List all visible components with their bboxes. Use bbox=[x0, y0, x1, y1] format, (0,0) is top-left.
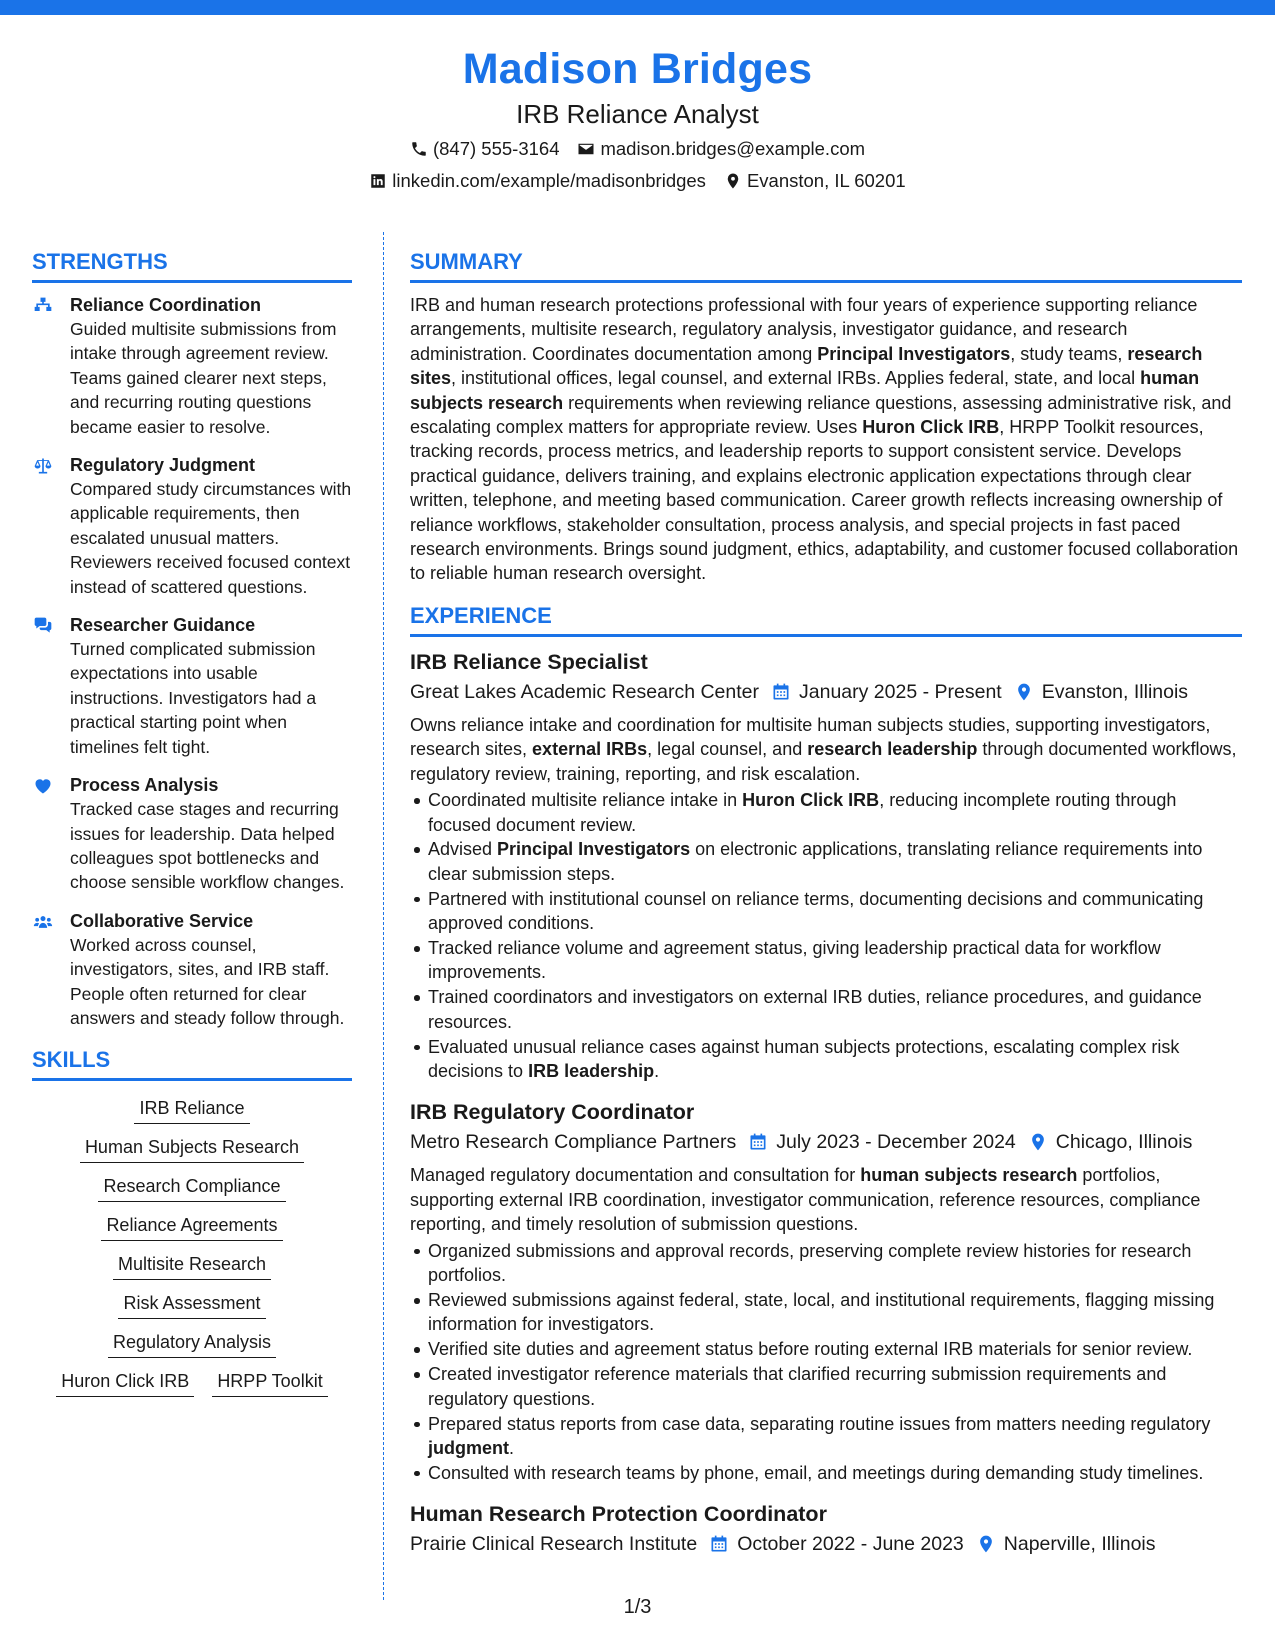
skill-row bbox=[32, 1095, 352, 1124]
strength-title: Researcher Guidance bbox=[70, 615, 256, 636]
users-icon bbox=[32, 909, 58, 1031]
phone-icon bbox=[410, 140, 428, 158]
text-run: Managed regulatory documentation and consultation for bbox=[410, 1165, 861, 1186]
location-text: Evanston, Illinois bbox=[1041, 680, 1189, 703]
job-title: Human Research Protection Coordinator bbox=[410, 1502, 827, 1527]
job-entry bbox=[410, 1499, 1242, 1559]
strength-body bbox=[70, 453, 352, 599]
jobs-list bbox=[410, 647, 1242, 1559]
company-name: Prairie Clinical Research Institute bbox=[410, 1533, 698, 1556]
text-run: Partnered with institutional counsel on reliance terms, documenting decisions and communicating approved conditions. bbox=[428, 888, 1204, 934]
linkedin-contact[interactable] bbox=[369, 166, 706, 196]
bold-phrase: external IRBs bbox=[532, 739, 648, 760]
bullet-item bbox=[410, 788, 1242, 837]
text-run: , institutional offices, legal counsel, and external IRBs. Applies federal, state, and local bbox=[451, 368, 1141, 389]
text-run: , HRPP Toolkit resources, tracking records, process metrics, and leadership reports to support consistent service. Develops practical guidance, delivers training, and explains electronic application expectations through clear written, telephone, and meeting based communication. Career growth reflects increasing ownership of reliance workflows, stakeholder consultation, process analysis, and special projects in fast paced research environments. Brings sound judgment, ethics, adaptability, and customer focused collaboration to reliable human research oversight. bbox=[410, 417, 1239, 584]
job-bullets bbox=[410, 1239, 1242, 1486]
bullet-item bbox=[410, 1035, 1242, 1084]
text-run: portfolios, supporting external IRB coordination, investigator communication, reference resources, compliance reporting, and timely resolution of submission questions. bbox=[410, 1165, 1201, 1235]
job-entry bbox=[410, 647, 1242, 1084]
strength-description: Compared study circumstances with applicable requirements, then escalated unusual matters. Reviewers received focused context instead of scattered questions. bbox=[70, 479, 352, 597]
summary-heading: SUMMARY bbox=[410, 246, 1242, 283]
candidate-name: Madison Bridges bbox=[462, 45, 813, 93]
bullet-item bbox=[410, 936, 1242, 985]
skill-tag: Human Subjects Research bbox=[80, 1134, 304, 1163]
bold-phrase: research sites bbox=[410, 343, 1203, 389]
job-dates bbox=[771, 677, 1002, 707]
skill-row bbox=[32, 1251, 352, 1280]
bullet-item bbox=[410, 1239, 1242, 1288]
job-bullets bbox=[410, 788, 1242, 1083]
text-run: Trained coordinators and investigators on external IRB duties, reliance procedures, and guidance resources. bbox=[428, 987, 1202, 1032]
skill-tag: Multisite Research bbox=[113, 1251, 271, 1280]
strength-body bbox=[70, 773, 352, 895]
skill-tag: Regulatory Analysis bbox=[108, 1329, 276, 1358]
strength-item bbox=[32, 909, 352, 1031]
bold-phrase: judgment bbox=[428, 1437, 509, 1458]
strength-title: Regulatory Judgment bbox=[70, 455, 256, 476]
bullet-item bbox=[410, 1288, 1242, 1337]
job-title: IRB Regulatory Coordinator bbox=[410, 1100, 695, 1125]
location-text: Evanston, IL 60201 bbox=[746, 170, 906, 191]
text-run: Consulted with research teams by phone, email, and meetings during demanding study timelines. bbox=[428, 1462, 1204, 1483]
bullet-item bbox=[410, 1461, 1242, 1485]
job-meta bbox=[410, 1529, 1242, 1559]
bold-phrase: Principal Investigators bbox=[497, 839, 691, 860]
dates-text: July 2023 - December 2024 bbox=[776, 1131, 1016, 1154]
job-description bbox=[410, 713, 1242, 786]
job-meta bbox=[410, 677, 1242, 707]
strength-title: Reliance Coordination bbox=[70, 295, 262, 315]
job-entry bbox=[410, 1097, 1242, 1485]
candidate-title: IRB Reliance Analyst bbox=[516, 99, 759, 129]
strength-description: Tracked case stages and recurring issues for leadership. Data helped colleagues spot bottlenecks and choose sensible workflow changes. bbox=[70, 799, 345, 893]
strengths-heading: STRENGTHS bbox=[32, 246, 352, 283]
map-pin-icon bbox=[1014, 682, 1034, 702]
bold-phrase: Huron Click IRB bbox=[862, 417, 1000, 438]
company-name: Metro Research Compliance Partners bbox=[410, 1131, 737, 1154]
strengths-list bbox=[32, 293, 352, 1030]
text-run: , legal counsel, and bbox=[647, 739, 808, 760]
skill-row bbox=[32, 1368, 352, 1397]
bullet-item bbox=[410, 837, 1242, 886]
dates-text: January 2025 - Present bbox=[799, 680, 1002, 703]
bold-phrase: IRB leadership bbox=[528, 1061, 655, 1082]
linkedin-icon bbox=[369, 172, 387, 190]
text-run: on electronic applications, translating reliance requirements into clear submission steps. bbox=[428, 839, 1203, 884]
left-column bbox=[32, 246, 352, 1401]
skills-list bbox=[32, 1091, 352, 1401]
envelope-icon bbox=[577, 140, 595, 158]
text-run: Coordinated multisite reliance intake in bbox=[428, 790, 743, 811]
skill-row bbox=[32, 1329, 352, 1358]
text-run: Owns reliance intake and coordination for multisite human subjects studies, supporting investigators, research sites, bbox=[410, 714, 1211, 760]
strength-description: Turned complicated submission expectations into usable instructions. Investigators had a practical starting point when timelines felt tight. bbox=[70, 639, 317, 757]
balance-scale-icon bbox=[32, 453, 58, 599]
bullet-item bbox=[410, 1362, 1242, 1411]
skill-tag: HRPP Toolkit bbox=[212, 1368, 327, 1397]
email-contact[interactable] bbox=[577, 134, 865, 164]
calendar-icon bbox=[748, 1132, 768, 1152]
strength-title: Collaborative Service bbox=[70, 910, 254, 931]
top-accent-bar bbox=[0, 0, 1275, 15]
skill-row bbox=[32, 1173, 352, 1202]
sitemap-icon bbox=[32, 293, 58, 439]
location-text: Chicago, Illinois bbox=[1055, 1131, 1193, 1154]
bold-phrase: Huron Click IRB bbox=[742, 790, 880, 811]
text-run: Prepared status reports from case data, separating routine issues from matters needing regulatory bbox=[428, 1413, 1211, 1434]
strength-description: Worked across counsel, investigators, sites, and IRB staff. People often returned for clear answers and steady follow through. bbox=[70, 934, 345, 1028]
text-run: Verified site duties and agreement status before routing external IRB materials for senior review. bbox=[428, 1339, 1193, 1360]
skill-row bbox=[32, 1212, 352, 1241]
job-description bbox=[410, 1163, 1242, 1236]
location-text: Naperville, Illinois bbox=[1003, 1533, 1156, 1556]
calendar-icon bbox=[709, 1534, 729, 1554]
dates-text: October 2022 - June 2023 bbox=[737, 1533, 964, 1556]
strength-item bbox=[32, 293, 352, 439]
strength-body bbox=[70, 613, 352, 759]
bold-phrase: research leadership bbox=[807, 739, 978, 760]
skill-tag: IRB Reliance bbox=[134, 1095, 249, 1124]
strength-body bbox=[70, 909, 352, 1031]
bold-phrase: human subjects research bbox=[410, 368, 1200, 413]
strength-title: Process Analysis bbox=[70, 775, 219, 796]
map-pin-icon bbox=[1028, 1132, 1048, 1152]
company-name: Great Lakes Academic Research Center bbox=[410, 680, 760, 703]
text-run: through documented workflows, regulatory review, training, reporting, and risk escalation. bbox=[410, 739, 1237, 784]
text-run: IRB and human research protections professional with four years of experience supporting reliance arrangements, multisite research, regulatory analysis, investigator guidance, and research administration. Coordinates documentation among bbox=[410, 295, 1198, 364]
comments-icon bbox=[32, 613, 58, 759]
contact-row-2 bbox=[0, 166, 1275, 196]
skill-tag: Huron Click IRB bbox=[56, 1368, 194, 1397]
job-dates bbox=[748, 1127, 1016, 1157]
bullet-item bbox=[410, 985, 1242, 1034]
contact-row-1 bbox=[0, 134, 1275, 164]
job-meta bbox=[410, 1127, 1242, 1157]
right-column bbox=[410, 246, 1242, 1573]
text-run: , reducing incomplete routing through focused document review. bbox=[428, 790, 1177, 835]
heart-icon bbox=[32, 773, 58, 895]
bold-phrase: Principal Investigators bbox=[817, 343, 1011, 364]
skill-row bbox=[32, 1134, 352, 1163]
text-run: requirements when reviewing reliance questions, assessing administrative risk, and escalating complex matters for appropriate review. Uses bbox=[410, 392, 1232, 438]
resume-header bbox=[0, 40, 1275, 196]
bullet-item bbox=[410, 1337, 1242, 1361]
text-run: Advised bbox=[428, 839, 498, 860]
skill-row bbox=[32, 1290, 352, 1319]
job-location bbox=[1028, 1127, 1193, 1157]
summary-text bbox=[410, 293, 1242, 586]
skill-tag: Risk Assessment bbox=[118, 1290, 265, 1319]
text-run: Organized submissions and approval records, preserving complete review histories for research portfolios. bbox=[428, 1240, 1192, 1286]
experience-heading: EXPERIENCE bbox=[410, 600, 1242, 637]
map-pin-icon bbox=[976, 1534, 996, 1554]
text-run: Evaluated unusual reliance cases against human subjects protections, escalating complex risk decisions to bbox=[428, 1036, 1180, 1082]
job-dates bbox=[709, 1529, 964, 1559]
text-run: , study teams, bbox=[1010, 343, 1128, 364]
strength-body bbox=[70, 293, 352, 439]
bullet-item bbox=[410, 887, 1242, 936]
phone-contact[interactable] bbox=[410, 134, 560, 164]
phone-text: (847) 555-3164 bbox=[432, 138, 560, 159]
linkedin-text: linkedin.com/example/madisonbridges bbox=[392, 170, 706, 191]
location-contact bbox=[724, 166, 906, 196]
job-location bbox=[976, 1529, 1156, 1559]
skill-tag: Reliance Agreements bbox=[101, 1212, 282, 1241]
page-number: 1/3 bbox=[623, 1596, 652, 1618]
strength-description: Guided multisite submissions from intake through agreement review. Teams gained clearer next steps, and recurring routing questions became easier to resolve. bbox=[70, 319, 337, 437]
text-run: . bbox=[654, 1061, 660, 1082]
calendar-icon bbox=[771, 682, 791, 702]
text-run: . bbox=[509, 1437, 515, 1458]
job-title: IRB Reliance Specialist bbox=[410, 649, 648, 674]
text-run: Reviewed submissions against federal, state, local, and institutional requirements, flagging missing information for investigators. bbox=[428, 1290, 1215, 1335]
strength-item bbox=[32, 773, 352, 895]
strength-item bbox=[32, 453, 352, 599]
skill-tag: Research Compliance bbox=[98, 1173, 285, 1202]
text-run: Created investigator reference materials that clarified recurring submission requirements and regulatory questions. bbox=[428, 1364, 1167, 1409]
job-location bbox=[1014, 677, 1188, 707]
column-divider bbox=[383, 232, 384, 1600]
bullet-item bbox=[410, 1412, 1242, 1461]
skills-heading: SKILLS bbox=[32, 1044, 352, 1081]
bold-phrase: human subjects research bbox=[860, 1165, 1078, 1186]
strength-item bbox=[32, 613, 352, 759]
map-pin-icon bbox=[724, 172, 742, 190]
email-text: madison.bridges@example.com bbox=[600, 138, 866, 159]
text-run: Tracked reliance volume and agreement status, giving leadership practical data for workflow improvements. bbox=[428, 938, 1161, 983]
